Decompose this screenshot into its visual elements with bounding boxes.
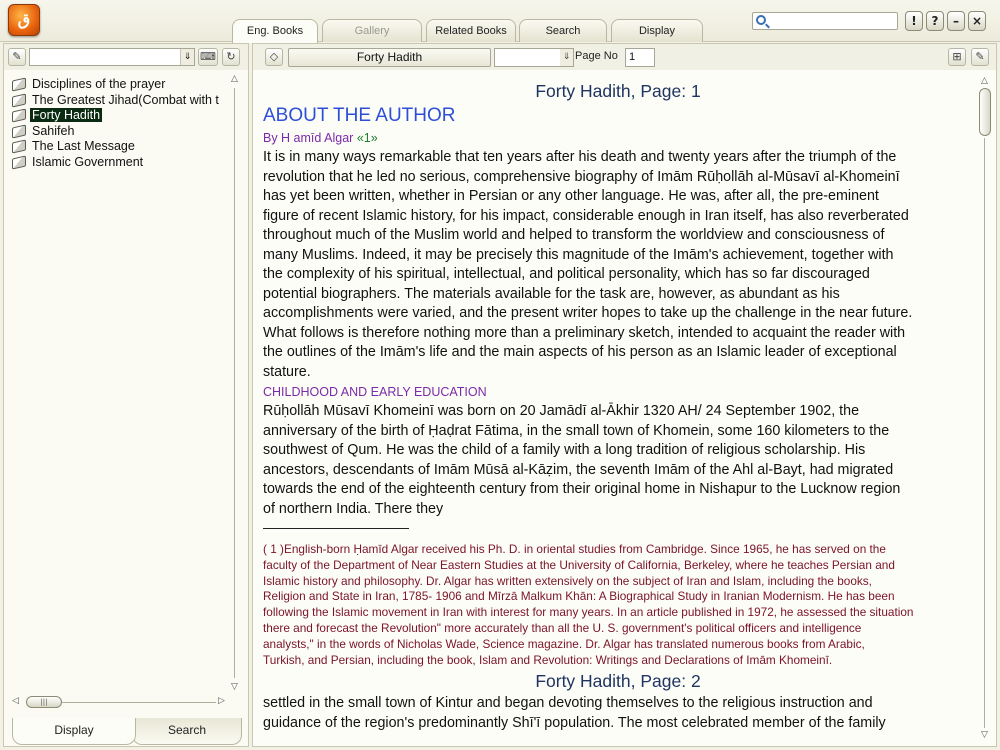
wrench-icon[interactable]: ✎ [971, 48, 989, 66]
author-byline [263, 128, 973, 148]
page-no-label: Page No [575, 50, 618, 62]
split-view-icon[interactable]: ⊞ [948, 48, 966, 66]
subheading: CHILDHOOD AND EARLY EDUCATION [263, 385, 487, 399]
keyboard-icon[interactable]: ⌨ [198, 48, 218, 66]
text-line: revolution that he led no serious, comprehensive biography of Imām Rūḥollāh al-Mūsavī al-Khomeinī [263, 168, 900, 185]
book-tree-label: Forty Hadith [32, 108, 101, 123]
text-line: the outlines of the Imām's life and the main aspects of his person as an Islamic leader of exceptional [263, 344, 897, 360]
page-title: Forty Hadith, Page: 1 [535, 81, 701, 101]
section-select[interactable] [494, 48, 574, 67]
footnote-divider [263, 528, 409, 529]
footnote-line: ( 1 )English-born Ḥamīd Algar received his Ph. D. in oriental studies from Cambridge. Since 1965, he has served on the [263, 542, 886, 556]
about-button[interactable]: ? [926, 11, 944, 31]
text-line: Rūḥollāh Mūsavī Khomeinī was born on 20 Jamādī al-Ākhir 1320 AH/ 24 September 1902, the [263, 403, 860, 419]
book-filter-input[interactable] [29, 48, 195, 66]
book-tree-item[interactable] [10, 77, 230, 93]
close-button[interactable]: × [968, 11, 986, 31]
section-heading: ABOUT THE AUTHOR [263, 105, 456, 126]
book-icon [12, 124, 26, 138]
text-line: guidance of the region's predominantly Shī'ī population. The most celebrated member of the family [263, 714, 886, 731]
book-tree-label: Disciplines of the prayer [32, 77, 166, 91]
reader-panel [252, 43, 997, 747]
wrench-icon[interactable]: ✎ [8, 48, 26, 66]
footnote-line: Religion and State in Iran, 1785- 1906 and Mīrzā Malkum Khān: A Biographical Study in Iranian Modernism. He has been [263, 589, 895, 604]
chevron-down-icon[interactable]: ⇓ [560, 49, 573, 66]
page-no-input[interactable]: 1 [625, 48, 655, 67]
book-icon [12, 109, 26, 123]
tab-bottom-display[interactable]: Display [12, 718, 136, 745]
text-line: southwest of Qum. He was the child of a family with a long tradition of religious scholarship. His [263, 442, 866, 458]
app-logo-icon[interactable]: ق [8, 4, 40, 36]
tab-search[interactable]: Search [519, 19, 607, 42]
scroll-up-icon[interactable]: △ [981, 76, 988, 86]
footnote-line: faculty of the Department of Near Eastern Studies at the University of California, Berkeley, where he teaches Persian and [263, 557, 895, 572]
text-line: anniversary of the birth of Ḥaḍrat Fātima, in the small town of Khomein, some 160 kilometers to the [263, 422, 890, 439]
footnote-line: Islamic history and philosophy. Dr. Algar has written extensively on the subject of Iran and Islam, including the books, [263, 573, 872, 588]
minimize-button[interactable]: – [947, 11, 965, 31]
tab-bottom-search[interactable]: Search [132, 718, 242, 745]
left-horizontal-scrollbar[interactable] [12, 696, 232, 710]
text-line: of northern India. There they [263, 500, 444, 517]
book-icon [12, 155, 26, 169]
book-tree-label: The Greatest Jihad(Combat with t [32, 92, 219, 107]
book-tree-item[interactable] [10, 93, 230, 109]
footnote [263, 542, 973, 668]
book-tree-item[interactable] [10, 139, 230, 155]
paragraph [263, 148, 973, 382]
sync-icon[interactable]: ↻ [222, 48, 240, 66]
book-tree-label: Islamic Government [32, 154, 144, 169]
book-icon [12, 78, 26, 92]
text-line: many Muslims. Indeed, it may be precisely this magnitude of the Imām's achievement, together with [263, 246, 894, 263]
book-title-select[interactable]: Forty Hadith [288, 48, 491, 67]
footnote-line: following the Islamic movement in Iran with interest for many years. In an article published in 1972, he assessed the situation [263, 605, 914, 620]
text-line: throughout much of the Muslim world and helped to transform the worldview and consciousness of [263, 227, 885, 243]
byline-text: By H amīd Algar [263, 131, 354, 145]
book-tree-item[interactable] [10, 155, 230, 171]
footnote-ref-link[interactable]: «1» [356, 131, 378, 145]
scroll-right-icon[interactable]: ▷ [218, 696, 225, 706]
text-line: accomplishments were varied, and the present writer hopes to take up the challenge in the near future. [263, 305, 913, 321]
text-line: the complexity of his spiritual, intellectual, and political personality, which has so far discouraged [263, 266, 870, 282]
tab-gallery[interactable]: Gallery [322, 19, 422, 42]
chevron-down-icon[interactable]: ⇓ [180, 49, 194, 65]
footnote-line: Turkish, and Persian, including the book, Islam and Revolution: Writings and Declarations of Imām Khomeinī. [263, 652, 833, 667]
book-tree-item[interactable] [10, 124, 230, 140]
footnote-line: there and forecast the Revolution" more accurately than all the U. S. government's political officers and intelligence [263, 620, 862, 635]
top-bar [0, 0, 1000, 42]
text-line: has yet been written, whether in Persian or any other language. He was, after all, the pre-eminent [263, 188, 879, 204]
book-icon [12, 93, 26, 107]
footnote-line: analysts," in the words of Nicholas Wade, Science magazine. Dr. Algar has translated numerous books from Arabic, [263, 636, 865, 651]
text-line: stature. [263, 363, 311, 380]
tab-related-books[interactable]: Related Books [426, 19, 516, 42]
scroll-thumb[interactable] [979, 88, 991, 136]
tab-eng-books[interactable]: Eng. Books [232, 19, 318, 43]
text-line: potential biographers. The materials available for the task are, however, as abundant as his [263, 285, 840, 302]
reader-vertical-scrollbar[interactable] [978, 78, 992, 744]
help-button[interactable]: ! [905, 11, 923, 31]
scroll-thumb[interactable]: ||| [26, 696, 62, 708]
scroll-track[interactable] [984, 138, 985, 728]
text-line: settled in the small town of Kintur and began devoting themselves to the religious instruction and [263, 695, 873, 712]
bookmark-icon[interactable]: ◇ [265, 48, 283, 66]
book-tree-item[interactable] [10, 108, 230, 124]
text-line: figure of recent Islamic history, for his impact, considerable enough in Iran itself, has also reverberated [263, 207, 909, 224]
scroll-down-icon[interactable]: ▽ [981, 730, 988, 740]
left-vertical-scrollbar[interactable] [228, 74, 242, 696]
scroll-track[interactable] [234, 88, 235, 678]
scroll-down-icon[interactable]: ▽ [231, 682, 238, 692]
text-line: What follows is therefore nothing more than a preliminary sketch, intended to acquaint the reader with [263, 324, 906, 341]
book-tree-label: The Last Message [32, 139, 135, 154]
scroll-up-icon[interactable]: △ [231, 74, 238, 84]
page-title: Forty Hadith, Page: 2 [535, 671, 701, 692]
left-toolbar [4, 44, 248, 70]
text-line: ancestors, descendants of Imām Mūsā al-Kāẓim, the seventh Imām of the Ahl al-Bayt, had migrated [263, 461, 894, 478]
paragraph [263, 694, 973, 733]
search-icon [756, 15, 766, 25]
book-list-panel [3, 43, 249, 747]
reader-content [263, 78, 973, 748]
text-line: towards the end of the eighteenth century from their original home in Nishapur to the Lucknow region [263, 481, 901, 497]
scroll-left-icon[interactable]: ◁ [12, 696, 19, 706]
book-tree-label: Sahifeh [32, 123, 75, 138]
book-icon [12, 140, 26, 154]
text-line: It is in many ways remarkable that ten years after his death and twenty years after the triumph of the [263, 149, 897, 165]
book-tree [10, 77, 230, 171]
reader-toolbar [253, 44, 996, 70]
tab-display[interactable]: Display [611, 19, 703, 42]
top-search-input[interactable] [752, 12, 898, 30]
paragraph [263, 402, 973, 519]
